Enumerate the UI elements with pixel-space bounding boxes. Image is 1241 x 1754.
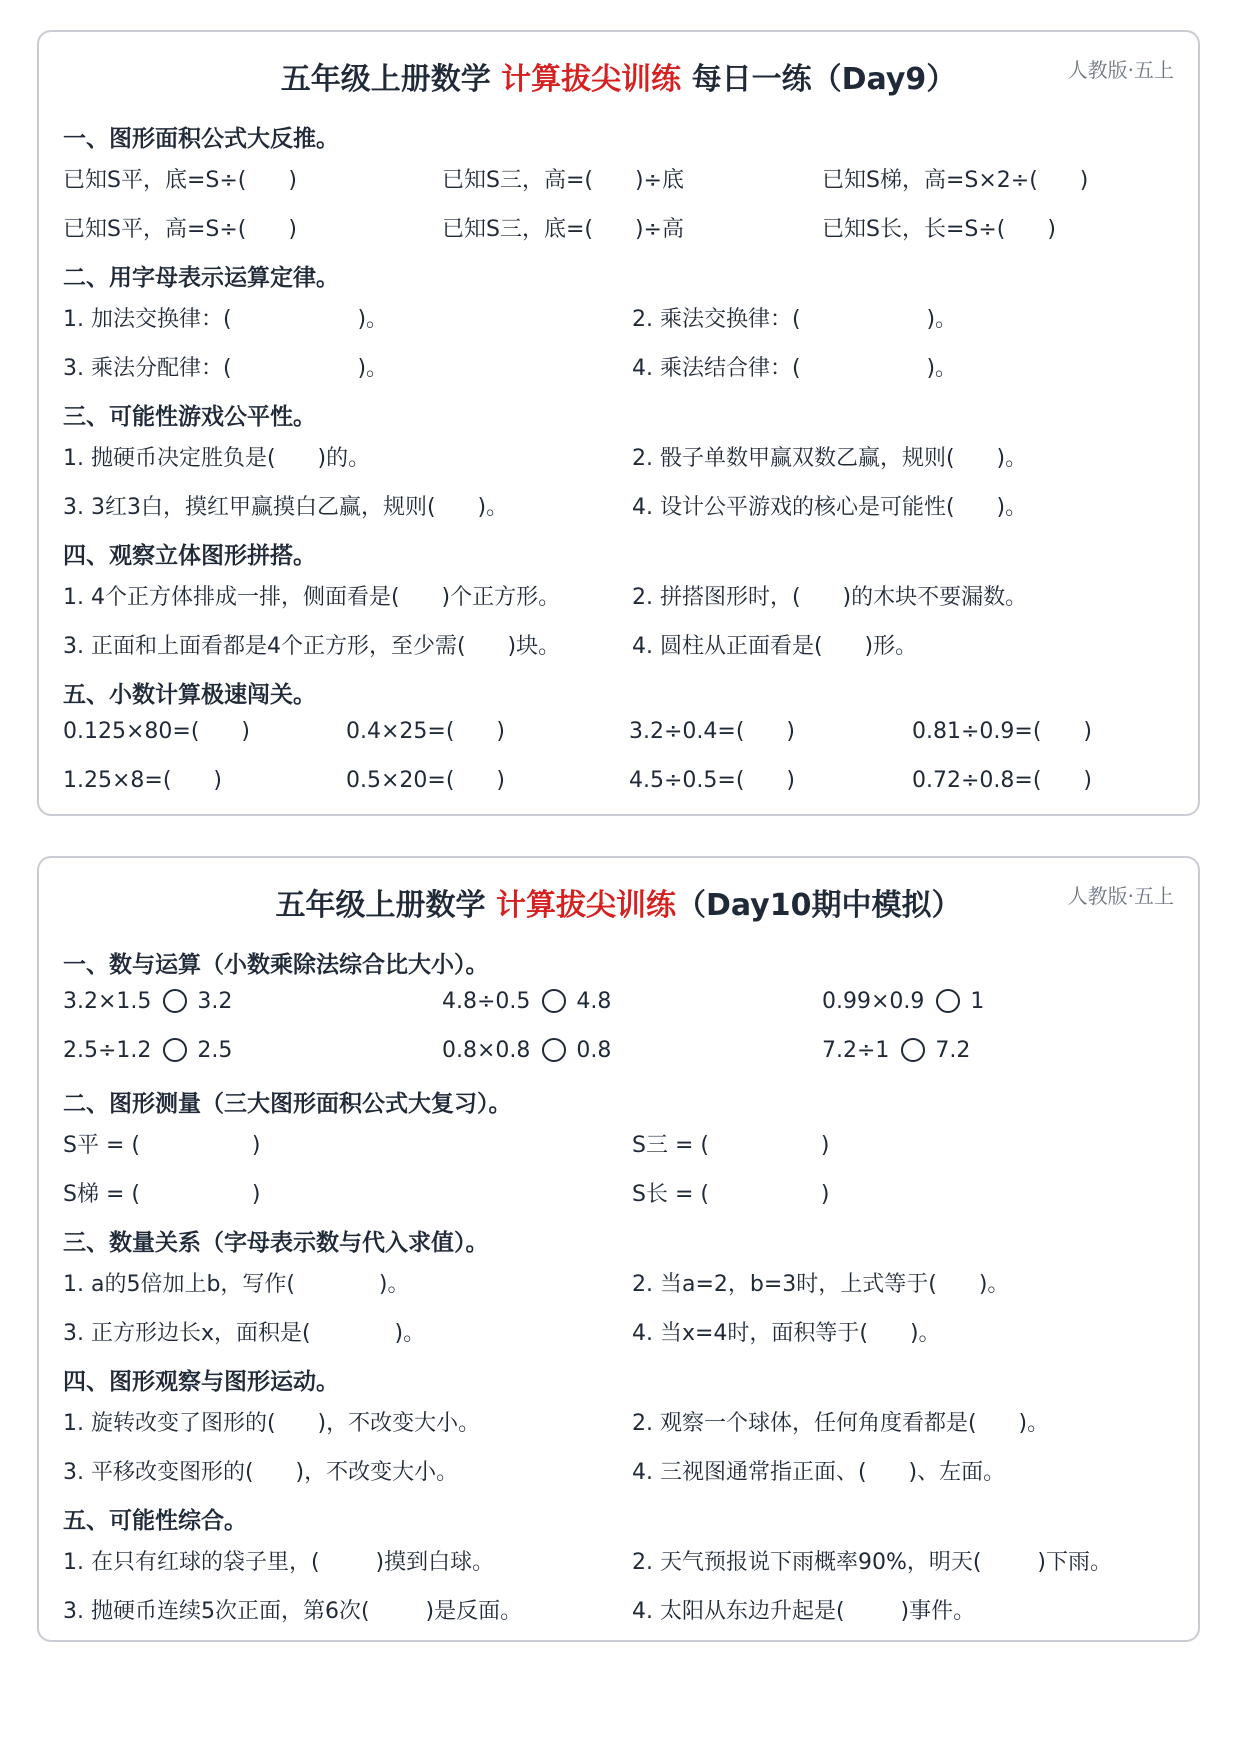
question-item: 0.81÷0.9=( ) xyxy=(912,719,1092,744)
compare-circle[interactable] xyxy=(163,989,187,1013)
section-heading: 二、图形测量（三大图形面积公式大复习）。 xyxy=(63,1091,512,1117)
question-item: 1.25×8=( ) xyxy=(63,768,222,793)
worksheet-card-day9 xyxy=(37,30,1200,816)
question-item: 2. 观察一个球体，任何角度看都是( )。 xyxy=(632,1411,1050,1436)
question-item: 已知S梯，高=S×2÷( ) xyxy=(822,168,1089,193)
question-item: 4.5÷0.5=( ) xyxy=(629,768,795,793)
compare-item: 0.8×0.8 0.8 xyxy=(442,1038,612,1063)
edition-label: 人教版·五上 xyxy=(1067,58,1174,82)
question-item: 4. 设计公平游戏的核心是可能性( )。 xyxy=(632,495,1028,520)
question-item: S三 = ( ) xyxy=(632,1133,830,1158)
question-item: 已知S平，高=S÷( ) xyxy=(63,217,297,242)
section-heading: 四、观察立体图形拼搭。 xyxy=(63,543,316,569)
section-heading: 五、可能性综合。 xyxy=(63,1508,247,1534)
question-item: 3.2÷0.4=( ) xyxy=(629,719,795,744)
question-item: 3. 平移改变图形的( )，不改变大小。 xyxy=(63,1460,459,1485)
compare-item: 4.8÷0.5 4.8 xyxy=(442,989,612,1014)
question-item: 4. 太阳从东边升起是( )事件。 xyxy=(632,1599,976,1624)
question-item: 2. 骰子单数甲赢双数乙赢，规则( )。 xyxy=(632,446,1028,471)
question-item: 0.125×80=( ) xyxy=(63,719,250,744)
question-item: S长 = ( ) xyxy=(632,1182,830,1207)
compare-circle[interactable] xyxy=(901,1038,925,1062)
question-item: 2. 乘法交换律：( )。 xyxy=(632,307,958,332)
section-heading: 三、可能性游戏公平性。 xyxy=(63,404,316,430)
question-item: 已知S三，高=( )÷底 xyxy=(442,168,684,193)
question-item: 3. 3红3白，摸红甲赢摸白乙赢，规则( )。 xyxy=(63,495,509,520)
question-item: 3. 正面和上面看都是4个正方形，至少需( )块。 xyxy=(63,634,561,659)
question-item: 1. 抛硬币决定胜负是( )的。 xyxy=(63,446,371,471)
question-item: 1. 加法交换律：( )。 xyxy=(63,307,389,332)
question-item: 1. 旋转改变了图形的( )，不改变大小。 xyxy=(63,1411,481,1436)
question-item: 4. 三视图通常指正面、( )、左面。 xyxy=(632,1460,1006,1485)
question-item: 0.5×20=( ) xyxy=(346,768,505,793)
question-item: 1. 4个正方体排成一排，侧面看是( )个正方形。 xyxy=(63,585,561,610)
question-item: 1. a的5倍加上b，写作( )。 xyxy=(63,1272,410,1297)
compare-item: 3.2×1.5 3.2 xyxy=(63,989,233,1014)
question-item: 0.72÷0.8=( ) xyxy=(912,768,1092,793)
title-highlight: 计算拔尖训练 xyxy=(501,62,682,97)
compare-circle[interactable] xyxy=(163,1038,187,1062)
compare-circle[interactable] xyxy=(542,989,566,1013)
worksheet-card-day10 xyxy=(37,856,1200,1642)
question-item: S梯 = ( ) xyxy=(63,1182,261,1207)
question-item: S平 = ( ) xyxy=(63,1133,261,1158)
question-item: 3. 抛硬币连续5次正面，第6次( )是反面。 xyxy=(63,1599,523,1624)
section-heading: 一、数与运算（小数乘除法综合比大小）。 xyxy=(63,952,489,978)
question-item: 4. 圆柱从正面看是( )形。 xyxy=(632,634,918,659)
title-highlight: 计算拔尖训练 xyxy=(495,888,676,923)
question-item: 0.4×25=( ) xyxy=(346,719,505,744)
section-heading: 二、用字母表示运算定律。 xyxy=(63,265,339,291)
question-item: 3. 乘法分配律：( )。 xyxy=(63,356,389,381)
question-item: 3. 正方形边长x，面积是( )。 xyxy=(63,1321,426,1346)
question-item: 1. 在只有红球的袋子里，( )摸到白球。 xyxy=(63,1550,495,1575)
edition-label: 人教版·五上 xyxy=(1067,884,1174,908)
section-heading: 一、图形面积公式大反推。 xyxy=(63,126,339,152)
section-heading: 三、数量关系（字母表示数与代入求值）。 xyxy=(63,1230,489,1256)
question-item: 4. 当x=4时，面积等于( )。 xyxy=(632,1321,941,1346)
question-item: 2. 天气预报说下雨概率90%，明天( )下雨。 xyxy=(632,1550,1112,1575)
card-title: 五年级上册数学 计算拔尖训练 每日一练（Day9） xyxy=(280,62,957,97)
question-item: 已知S三，底=( )÷高 xyxy=(442,217,684,242)
section-heading: 五、小数计算极速闯关。 xyxy=(63,682,316,708)
compare-item: 0.99×0.9 1 xyxy=(822,989,985,1014)
question-item: 已知S平，底=S÷( ) xyxy=(63,168,297,193)
compare-circle[interactable] xyxy=(936,989,960,1013)
compare-item: 2.5÷1.2 2.5 xyxy=(63,1038,233,1063)
question-item: 已知S长，长=S÷( ) xyxy=(822,217,1056,242)
section-heading: 四、图形观察与图形运动。 xyxy=(63,1369,339,1395)
compare-circle[interactable] xyxy=(542,1038,566,1062)
card-title: 五年级上册数学 计算拔尖训练（Day10期中模拟） xyxy=(275,888,962,923)
question-item: 4. 乘法结合律：( )。 xyxy=(632,356,958,381)
question-item: 2. 当a=2，b=3时，上式等于( )。 xyxy=(632,1272,1010,1297)
question-item: 2. 拼搭图形时，( )的木块不要漏数。 xyxy=(632,585,1028,610)
compare-item: 7.2÷1 7.2 xyxy=(822,1038,971,1063)
